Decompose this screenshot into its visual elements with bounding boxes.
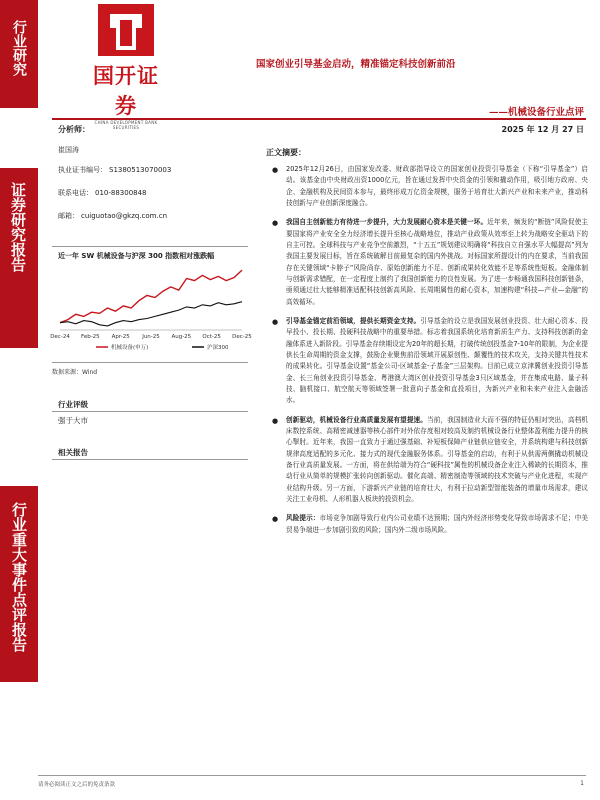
summary-paragraph (266, 415, 588, 506)
rating-value: 强于大市 (58, 416, 88, 425)
related-rule (52, 459, 248, 460)
sidebar-securities-report-label: 证券研究报告 (9, 182, 27, 272)
summary-lead: 创新驱动，机械设备行业高质量发展有望提速。 (286, 415, 427, 424)
footer-disclaimer: 请务必阅读正文之后的免责条款 (38, 782, 116, 788)
sidebar-middle-band (0, 168, 38, 348)
rating-rule (52, 411, 248, 412)
header-divider (52, 118, 586, 120)
relative-performance-chart (50, 262, 252, 362)
phone-number: 010-88300848 (95, 189, 147, 197)
logo-english-name: CHINA DEVELOPMENT BANK SECURITIES (94, 120, 158, 130)
cert-label: 执业证书编号： (58, 166, 107, 174)
logo-name: 国开证券 (93, 63, 159, 118)
summary-paragraph (266, 513, 588, 536)
phone-label: 联系电话： (58, 189, 93, 197)
sidebar-event-comment-label: 行业重大事件点评报告 (10, 502, 28, 652)
bullet-icon: ● (272, 515, 279, 524)
legend-label: 机械设备(申万) (111, 345, 149, 351)
related-reports-heading: 相关报告 (58, 448, 88, 457)
legend-label: 沪深300 (207, 345, 229, 351)
sidebar-top-band (0, 0, 38, 108)
chart-bottom-rule (52, 362, 248, 363)
bullet-icon: ● (272, 317, 279, 326)
page-number: 1 (580, 780, 584, 787)
cert-row (58, 165, 248, 175)
summary-lead: 引导基金锚定前沿领域，提供长期资金支持。 (286, 316, 421, 325)
summary-text: 近年来，频发的“断链”风险促使主要国家将产业安全全力经济增长提升至核心战略地位，推动产业政策从效率至上转为战略安全驱动下的自主可控。全球科技与产业竞争空前激烈，“十五五”规划建议明确将“科技自立自强水平大幅提高”列为我国主要发展目标，旨在系统破解目前最复杂的国内外挑战。对标国家所提设计的内在要求，当前我国存在关键领域“卡脖子”风险尚存、原始创新能力不足、创新成果转化效能不足等系统性短板。金融体制与创新需求错配，在一定程度上制约了我国创新能力的良性发展。为了进一步畅通我国科技创新链条，亟须通过壮大能够精准适配科技创新高风险、长周期属性的耐心资本，加速构建“科技—产业—金融”的高效循环。 (286, 218, 588, 306)
cert-number: S1380513070003 (109, 166, 172, 174)
email-address[interactable]: cuiguotao@gkzq.com.cn (81, 212, 168, 220)
data-source: 数据来源：Wind (52, 369, 98, 376)
series-line-0 (60, 270, 242, 323)
x-tick-label: Dec-24 (50, 334, 70, 340)
analyst-label: 分析师： (58, 125, 90, 134)
bullet-icon: ● (272, 166, 279, 174)
report-title: 国家创业引导基金启动，精准锚定科技创新前沿 (256, 59, 456, 70)
report-subtitle: ——机械设备行业点评 (488, 107, 584, 118)
x-tick-label: Apr-25 (111, 334, 130, 340)
summary-text: 2025年12月26日，由国家发改委、财政部指导设立的国家创业投资引导基金（下称“引导基金”）启动。该基金由中央财政出资1000亿元，旨在通过发挥中央资金的引领和撬动作用，吸引地方政府、央企、金融机构及民间资本参与，最终形成万亿资金规模，服务于培育壮大新兴产业和未来产业，推动科技创新与产业创新深度融合。 (286, 165, 588, 207)
summary-paragraph (266, 316, 588, 407)
x-tick-label: Oct-25 (202, 334, 221, 340)
email-label: 邮箱： (58, 212, 79, 220)
phone-row (58, 188, 248, 198)
analyst-block (58, 124, 248, 234)
sidebar-industry-research-label: 行业研究 (11, 20, 27, 76)
summary-lead: 我国自主创新能力有待进一步提升，大力发展耐心资本是关键一环。 (286, 218, 488, 227)
chart-top-rule (52, 246, 248, 247)
x-tick-label: Feb-25 (80, 334, 100, 340)
x-tick-label: Dec-25 (232, 334, 252, 340)
x-tick-label: Jun-25 (142, 334, 160, 340)
summary-text: 引导基金的设立是我国发展创业投资、壮大耐心资本、投早投小、投长期、投硬科技战略中的重要举措。标志着我国系统化培育新质生产力、支持科技创新的金融体系进入新阶段。引导基金存续期设定为20年的超长期，打破传统创投基金7-10年的限制，为企业提供长生命周期的资金支撑，鼓励企业聚焦前沿领域开展原创性、颠覆性的技术攻关，支持关键共性技术的成果转化。引导基金设置“基金公司-区域基金-子基金”三层架构。目前已成立京津冀创业投资引导基金、长三角创业投资引导基金、粤港澳大湾区创业投资引导基金3只区域基金，并在集成电路、量子科技、脑机接口、航空航天等领域签署一批意向子基金和直投项目，为新兴产业和未来产业注入金融活水。 (286, 316, 589, 405)
chart-title: 近一年 SW 机械设备与沪深 300 指数相对涨跌幅 (58, 252, 215, 260)
company-logo (84, 4, 168, 130)
bullet-icon: ● (272, 416, 279, 425)
footer-divider (38, 775, 586, 776)
logo-mark-icon (98, 4, 154, 56)
sidebar-bottom-band (0, 486, 38, 682)
x-tick-label: Aug-25 (171, 334, 192, 340)
summary-paragraph (266, 217, 588, 308)
analyst-name: 崔国涛 (58, 146, 79, 154)
risk-lead: 风险提示： (286, 514, 320, 523)
bullet-icon: ● (272, 219, 279, 228)
report-date: 2025 年 12 月 27 日 (501, 125, 584, 134)
summary-body (266, 164, 588, 544)
risk-text: 市场竞争加剧导致行业内公司业绩不达预期；国内外经济形势变化导致市场需求不足；中美贸易争端进一步加剧引致的风险；国内外二级市场风险。 (286, 514, 589, 534)
rating-heading: 行业评级 (58, 400, 88, 409)
summary-text: 当前，我国制造业大而不强的特征仍相对突出，高档机床数控系统、高精密减速器等核心部件对外依存度相对较高及制约机械设备行业整体盈利能力提升的核心掣肘。近年来，我国一直致力于通过强基础、补短板保障产业链供应链安全，并系统构建与科技创新规律高度适配的多元化、接力式的现代金融服务体系。引导基金的启动，有利于从供需两侧撬动机械设备行业高质量发展。一方面，将在供给端为符合“硬科技”属性的机械设备企业注入稀缺的长期资本，推动行业从简单的规模扩张转向创新驱动。催化高端、精密制造等领域的技术突破与产业化进程，实现产业结构升级。另一方面，下游新兴产业链的培育壮大，有利于拉动新型智能装备的增量市场需求，建议关注工业母机、人形机器人板块的投资机会。 (286, 415, 589, 503)
summary-heading: 正文摘要： (266, 148, 306, 157)
email-row (58, 211, 248, 221)
summary-paragraph (266, 164, 588, 209)
